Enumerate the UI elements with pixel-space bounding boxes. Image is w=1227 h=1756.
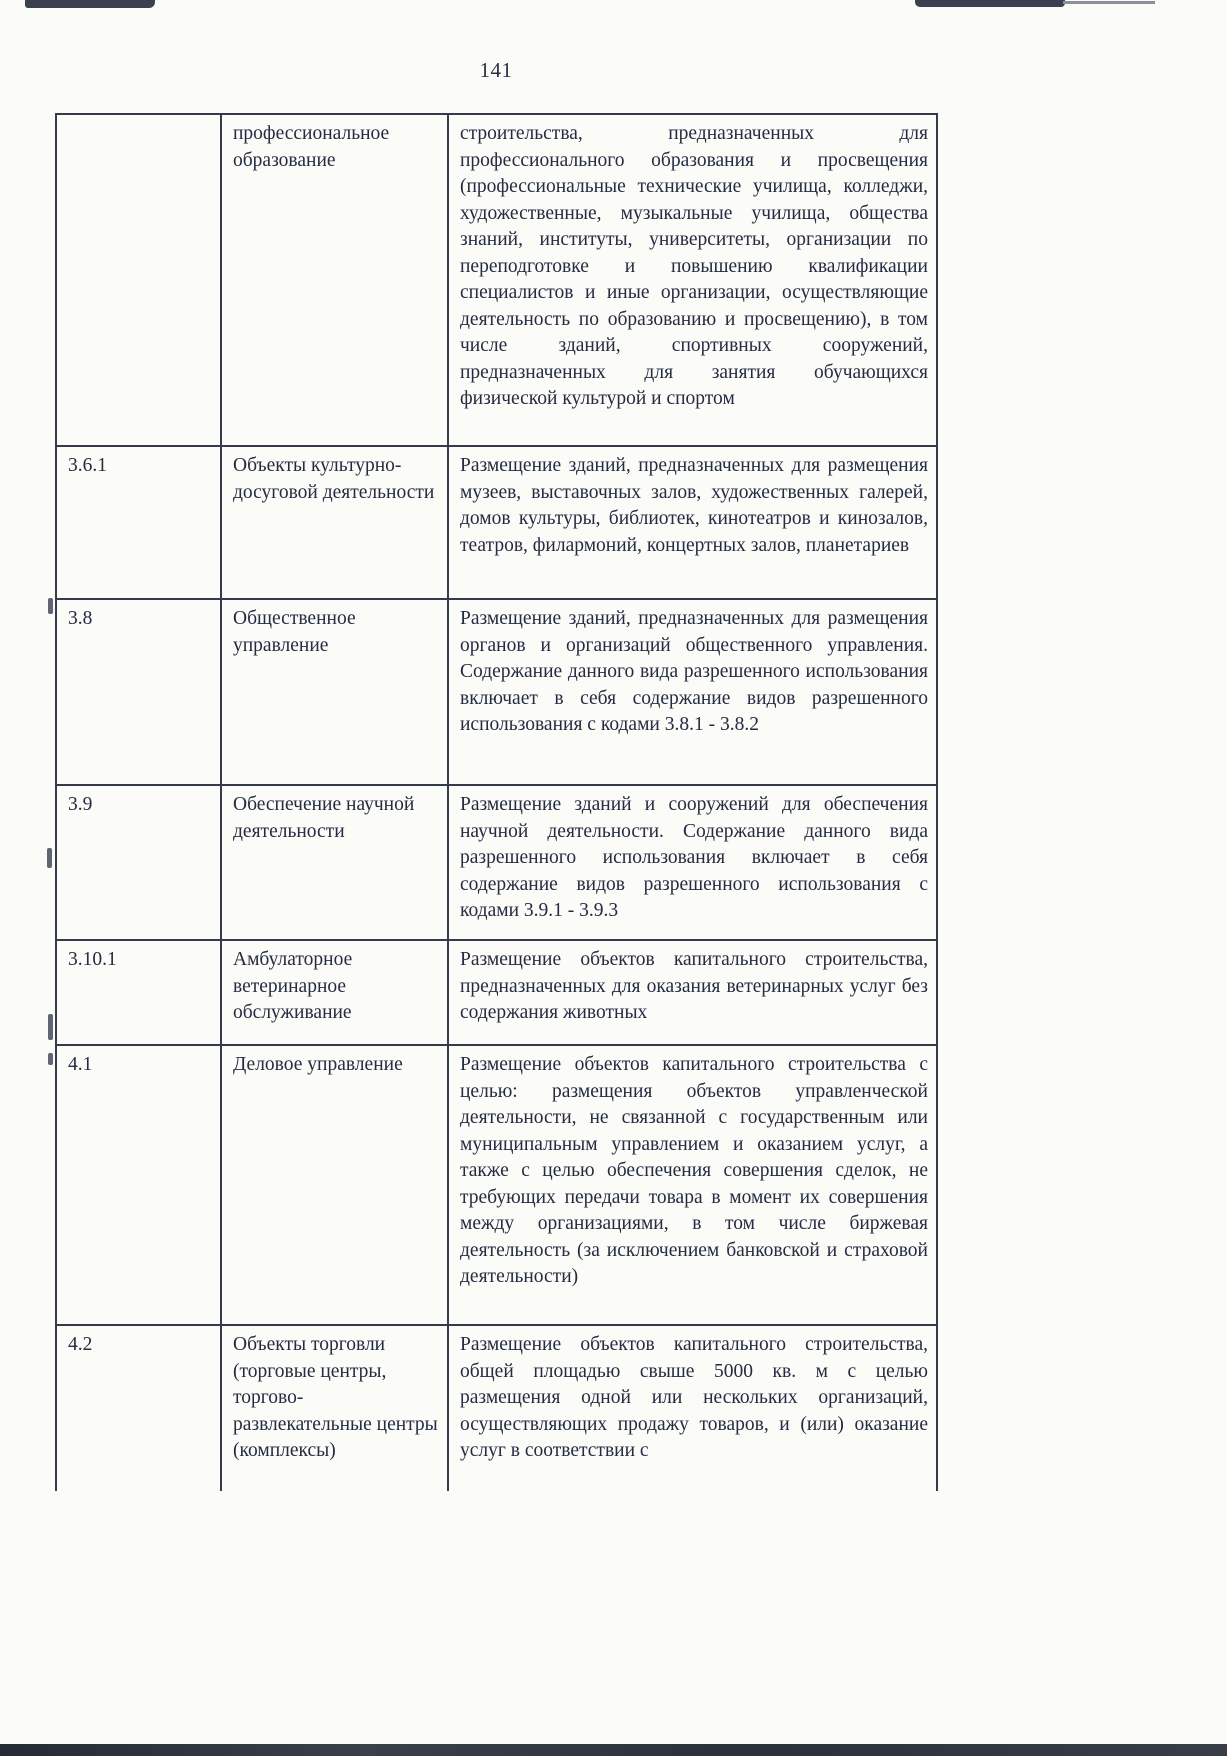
table-row [56,446,937,599]
name-cell: Общественное управление [221,599,448,785]
table-row [56,1325,937,1491]
description-cell: строительства, предназначенных для профессионального образования и просвещения (профессиональные технические училища, колледжи, художественные, музыкальные училища, общества знаний, институты, университеты, организации по переподготовке и повышению квалификации специалистов и иные организации, осуществляющие деятельность по образованию и просвещению), в том числе зданий, спортивных сооружений, предназначенных для занятия обучающихся физической культурой и спортом [448,114,937,446]
name-cell: Объекты культурно-досуговой деятельности [221,446,448,599]
table-row [56,1045,937,1325]
code-cell [56,114,221,446]
left-margin-mark [48,1014,53,1040]
name-cell: профессиональное образование [221,114,448,446]
name-cell: Деловое управление [221,1045,448,1325]
code-cell: 3.8 [56,599,221,785]
scan-smudge-top-right-tail [1063,1,1155,4]
description-cell: Размещение объектов капитального строительства, общей площадью свыше 5000 кв. м с целью размещения одной или нескольких организаций, осуществляющих продажу товаров, и (или) оказание услуг в соответствии с [448,1325,937,1491]
code-cell: 4.2 [56,1325,221,1491]
left-margin-mark [48,1053,53,1065]
description-cell: Размещение объектов капитального строительства с целью: размещения объектов управленческой деятельности, не связанной с государственным или муниципальным управлением и оказанием услуг, а также с целью обеспечения совершения сделок, не требующих передачи товара в момент их совершения между организациями, в том числе биржевая деятельность (за исключением банковской и страховой деятельности) [448,1045,937,1325]
land-use-table [55,113,938,1491]
name-cell: Объекты торговли (торговые центры, торгово-развлекательные центры (комплексы) [221,1325,448,1491]
scan-smudge-top-left [25,0,155,8]
description-cell: Размещение объектов капитального строительства, предназначенных для оказания ветеринарных услуг без содержания животных [448,940,937,1045]
name-cell: Амбулаторное ветеринарное обслуживание [221,940,448,1045]
name-cell: Обеспечение научной деятельности [221,785,448,940]
description-cell: Размещение зданий, предназначенных для размещения органов и организаций общественного управления. Содержание данного вида разрешенного использования включает в себя содержание видов разрешенного использования с кодами 3.8.1 - 3.8.2 [448,599,937,785]
description-cell: Размещение зданий и сооружений для обеспечения научной деятельности. Содержание данного вида разрешенного использования включает в себя содержание видов разрешенного использования с кодами 3.9.1 - 3.9.3 [448,785,937,940]
code-cell: 3.10.1 [56,940,221,1045]
page-number: 141 [479,58,513,82]
left-margin-mark [48,598,53,614]
table-row [56,114,937,446]
table-row [56,599,937,785]
scan-smudge-top-right [915,0,1065,7]
code-cell: 3.6.1 [56,446,221,599]
code-cell: 4.1 [56,1045,221,1325]
table-row [56,940,937,1045]
table-row [56,785,937,940]
scan-bottom-bar [0,1744,1227,1756]
description-cell: Размещение зданий, предназначенных для размещения музеев, выставочных залов, художественных галерей, домов культуры, библиотек, кинотеатров и кинозалов, театров, филармоний, концертных залов, планетариев [448,446,937,599]
left-margin-mark [47,848,52,868]
code-cell: 3.9 [56,785,221,940]
